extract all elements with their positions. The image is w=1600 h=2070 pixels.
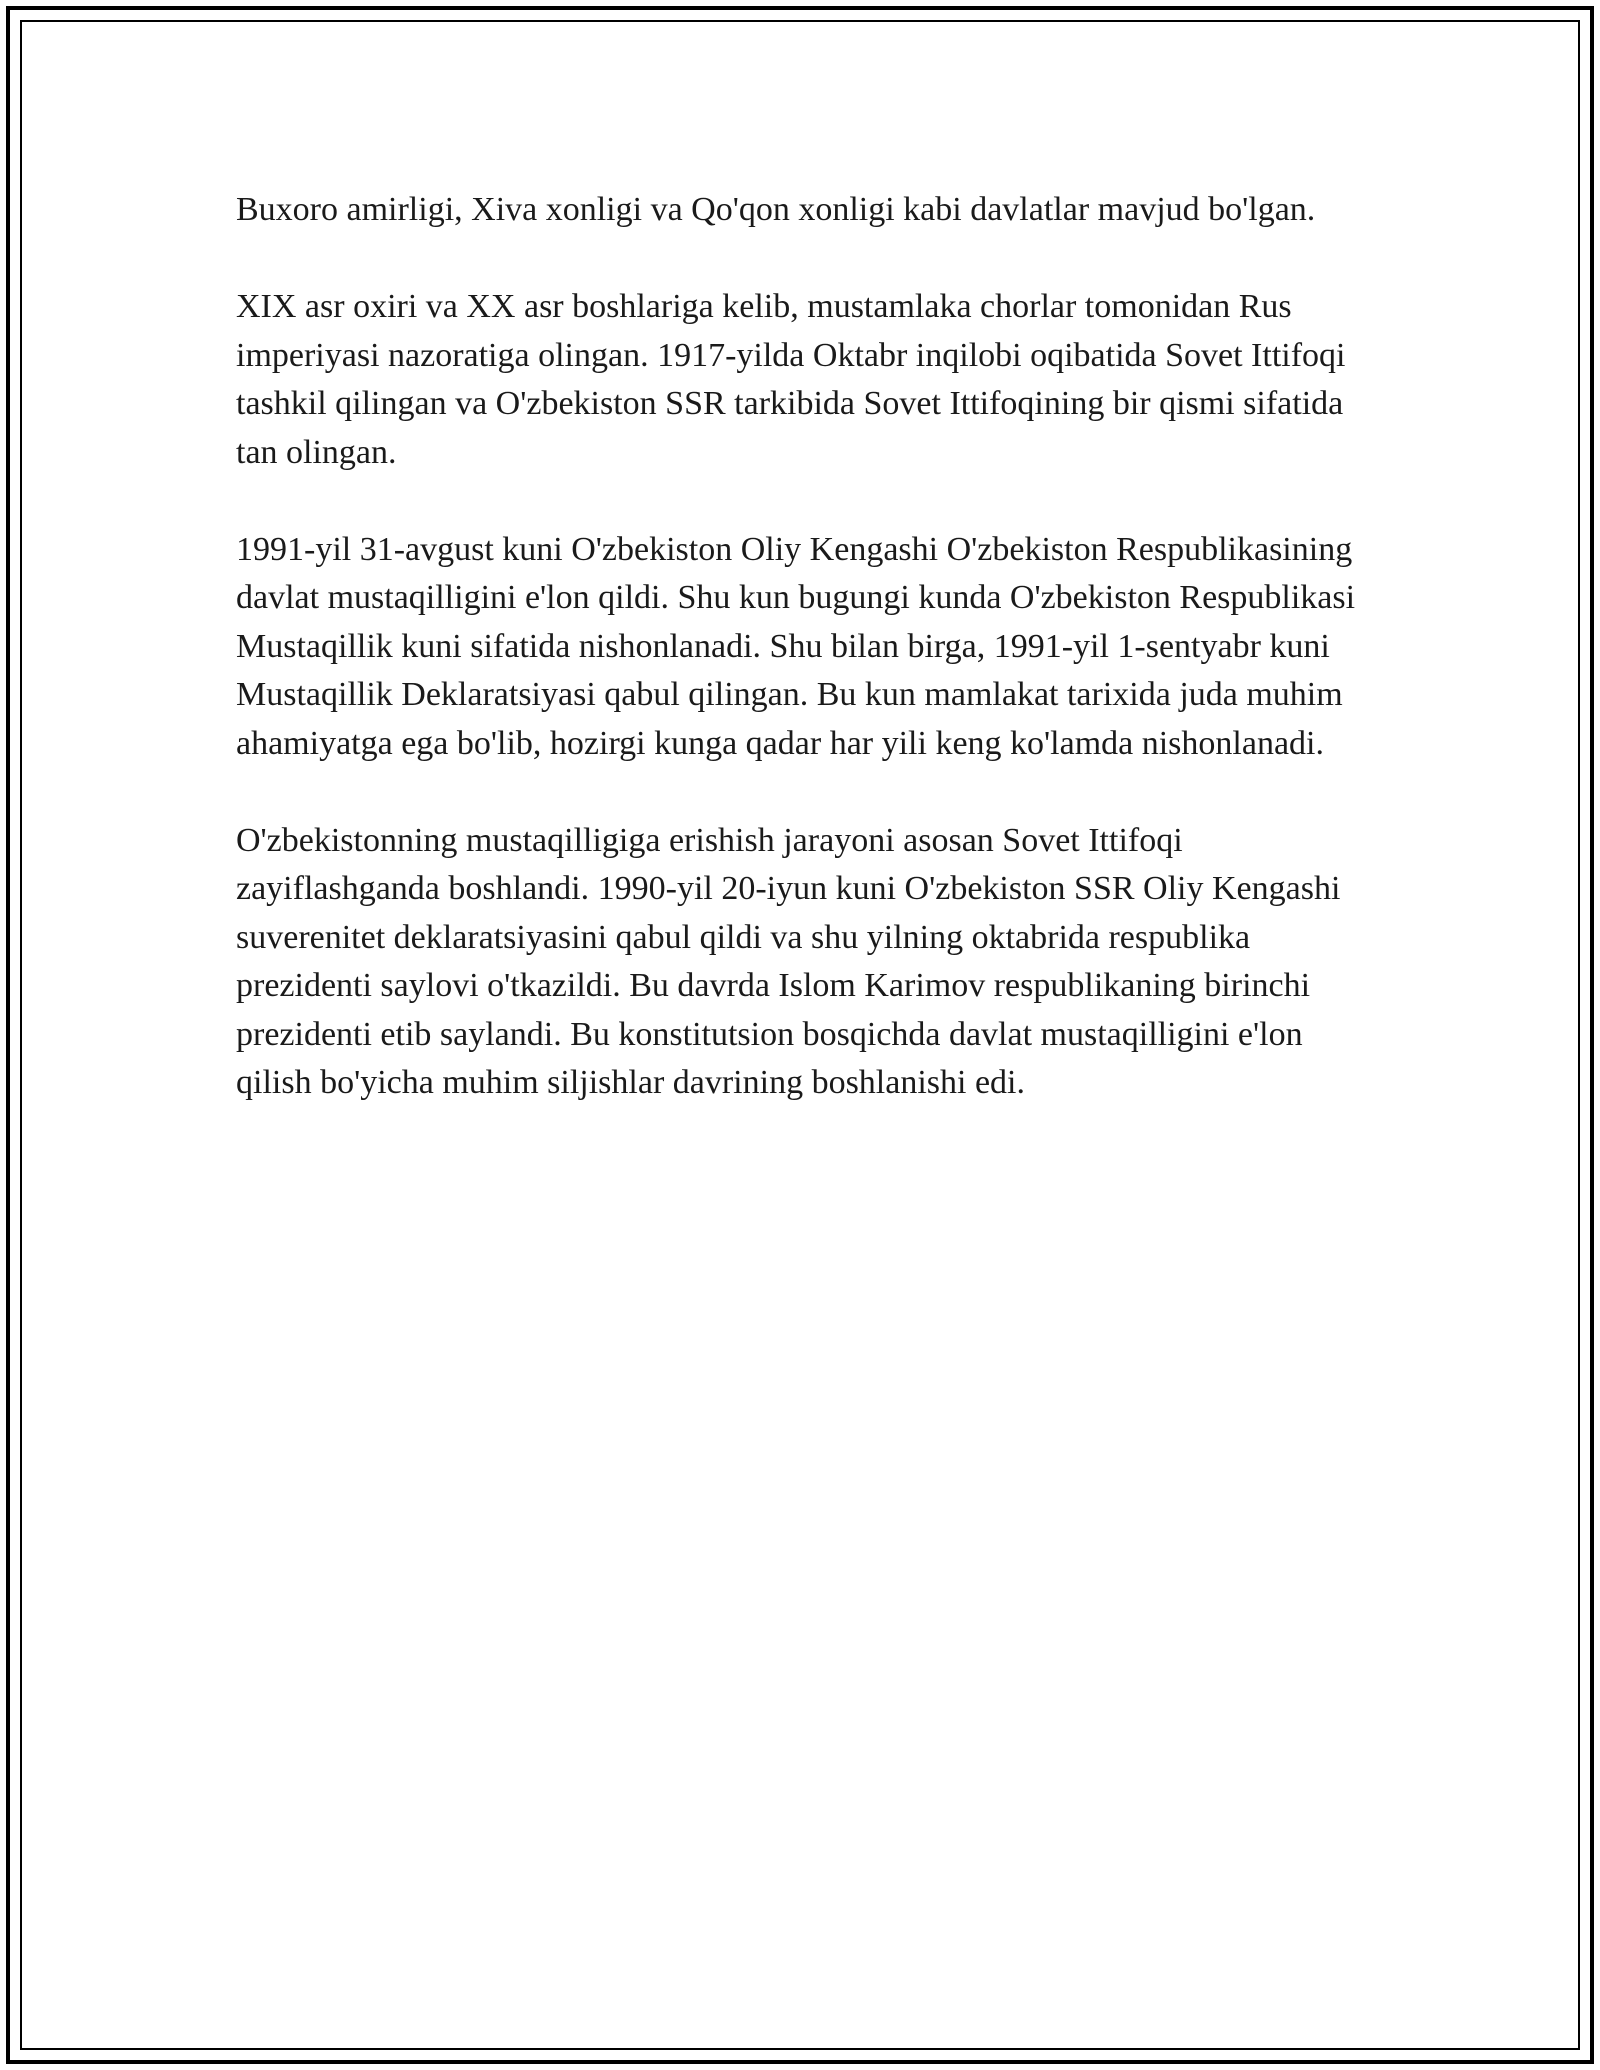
document-body [236,186,1366,1156]
paragraph-1: Buxoro amirligi, Xiva xonligi va Qo'qon xonligi kabi davlatlar mavjud bo'lgan. [236,191,1316,228]
paragraph-4: O'zbekistonning mustaqilligiga erishish jarayoni asosan Sovet Ittifoqi zayiflashganda boshlandi. 1990-yil 20-iyun kuni O'zbekiston SSR Oliy Kengashi suverenitet deklaratsiyasini qabul qildi va shu yilning oktabrida respublika prezidenti saylovi o'tkazildi. Bu davrda Islom Karimov respublikaning birinchi prezidenti etib saylandi. Bu konstitutsion bosqichda davlat mustaqilligini e'lon qilish bo'yicha muhim siljishlar davrining boshlanishi edi. [236,821,1341,1101]
paragraph-2: XIX asr oxiri va XX asr boshlariga kelib, mustamlaka chorlar tomonidan Rus imperiyasi nazoratiga olingan. 1917-yilda Oktabr inqilobi oqibatida Sovet Ittifoqi tashkil qilingan va O'zbekiston SSR tarkibida Sovet Ittifoqining bir qismi sifatida tan olingan. [236,288,1346,471]
paragraph-3: 1991-yil 31-avgust kuni O'zbekiston Oliy Kengashi O'zbekiston Respublikasining davlat mustaqilligini e'lon qildi. Shu kun bugungi kunda O'zbekiston Respublikasi Mustaqillik kuni sifatida nishonlanadi. Shu bilan birga, 1991-yil 1-sentyabr kuni Mustaqillik Deklaratsiyasi qabul qilingan. Bu kun mamlakat tarixida juda muhim ahamiyatga ega bo'lib, hozirgi kunga qadar har yili keng ko'lamda nishonlanadi. [236,530,1356,762]
